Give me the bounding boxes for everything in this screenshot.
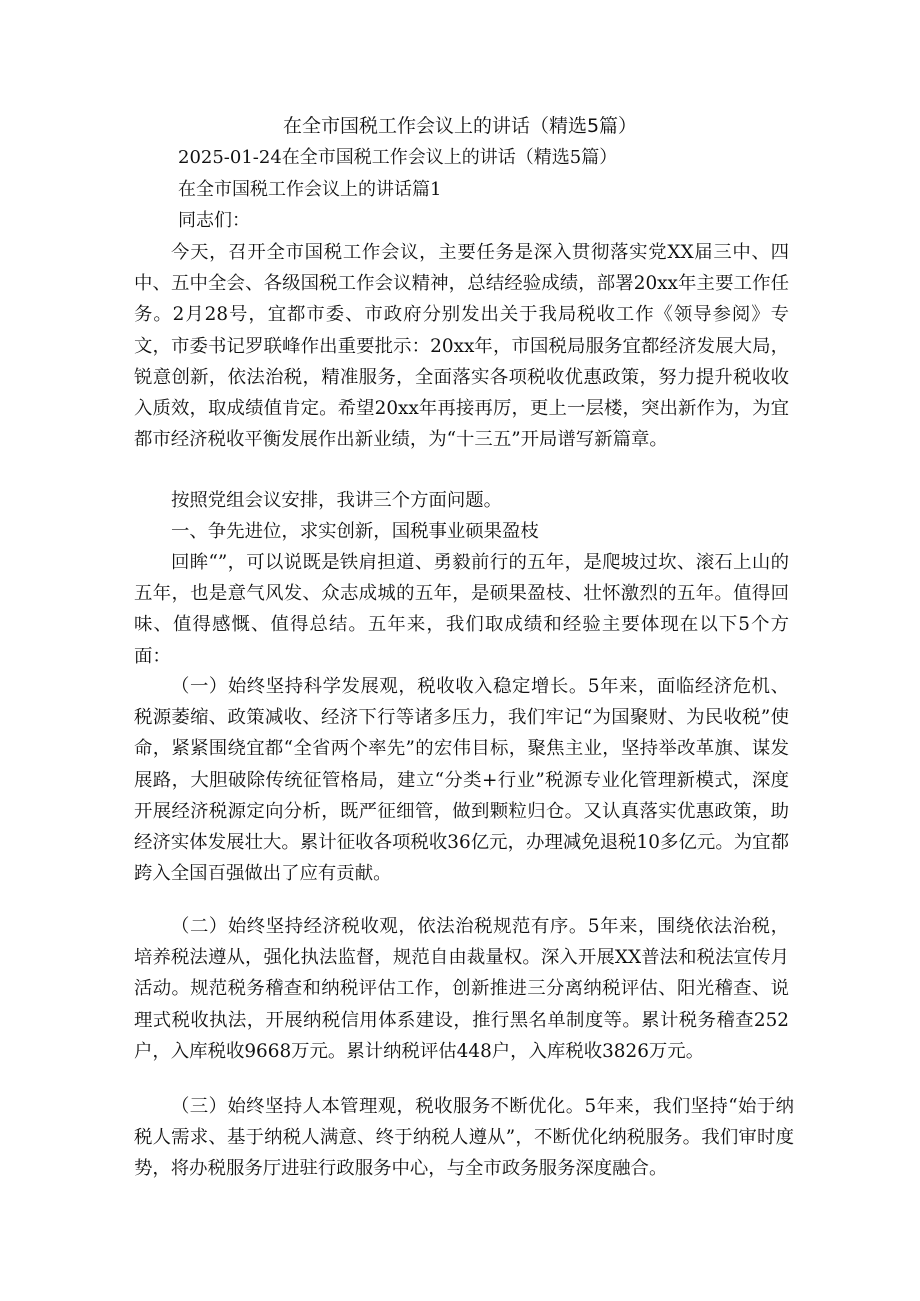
- paragraph-arrangement: 按照党组会议安排，我讲三个方面问题。: [171, 490, 503, 511]
- date-line: 2025-01-24在全市国税工作会议上的讲话（精选5篇）: [178, 147, 618, 168]
- section-heading: 在全市国税工作会议上的讲话篇1: [178, 179, 442, 200]
- paragraph-point-one: （一）始终坚持科学发展观，税收收入稳定增长。5年来，面临经济危机、税源萎缩、政策减收、经济下行等诸多压力，我们牢记“为国聚财、为民收税”使命，紧紧围绕宜都“全省两个率先”的宏伟目标，聚焦主业，坚持举改革旗、谋发展路，大胆破除传统征管格局，建立“分类+行业”税源专业化管理新模式，深度开展经济税源定向分析，既严征细管，做到颗粒归仓。又认真落实优惠政策，助经济实体发展壮大。累计征收各项税收36亿元，办理减免退税10多亿元。为宜都跨入全国百强做出了应有贡献。: [134, 676, 789, 885]
- paragraph-point-two: （二）始终坚持经济税收观，依法治税规范有序。5年来，围绕依法治税，培养税法遵从，强化执法监督，规范自由裁量权。深入开展XX普法和税法宣传月活动。规范税务稽查和纳税评估工作，创新推进三分离纳税评估、阳光稽查、说理式税收执法，开展纳税信用体系建设，推行黑名单制度等。累计税务稽查252户，入库税收9668万元。累计纳税评估448户，入库税收3826万元。: [134, 916, 789, 1062]
- paragraph-point-three: （三）始终坚持人本管理观，税收服务不断优化。5年来，我们坚持“始于纳税人需求、基于纳税人满意、终于纳税人遵从”，不断优化纳税服务。我们审时度势，将办税服务厅进驻行政服务中心，与全市政务服务深度融合。: [134, 1096, 794, 1180]
- paragraph-review: 回眸“”，可以说既是铁肩担道、勇毅前行的五年，是爬坡过坎、滚石上山的五年，也是意气风发、众志成城的五年，是硕果盈枝、壮怀激烈的五年。值得回味、值得感慨、值得总结。五年来，我们取成绩和经验主要体现在以下5个方面：: [134, 552, 789, 667]
- paragraph-opening: 今天，召开全市国税工作会议，主要任务是深入贯彻落实党XX届三中、四中、五中全会、各级国税工作会议精神，总结经验成绩，部署20xx年主要工作任务。2月28号，宜都市委、市政府分别发出关于我局税收工作《领导参阅》专文，市委书记罗联峰作出重要批示：20xx年，市国税局服务宜都经济发展大局，锐意创新，依法治税，精准服务，全面落实各项税收优惠政策，努力提升税收收入质效，取成绩值肯定。希望20xx年再接再厉，更上一层楼，突出新作为，为宜都市经济税收平衡发展作出新业绩，为“十三五”开局谱写新篇章。: [134, 242, 789, 451]
- section-heading-one: 一、争先进位，求实创新，国税事业硕果盈枝: [171, 521, 539, 542]
- document-title: 在全市国税工作会议上的讲话（精选5篇）: [282, 115, 638, 137]
- salutation: 同志们：: [178, 210, 250, 231]
